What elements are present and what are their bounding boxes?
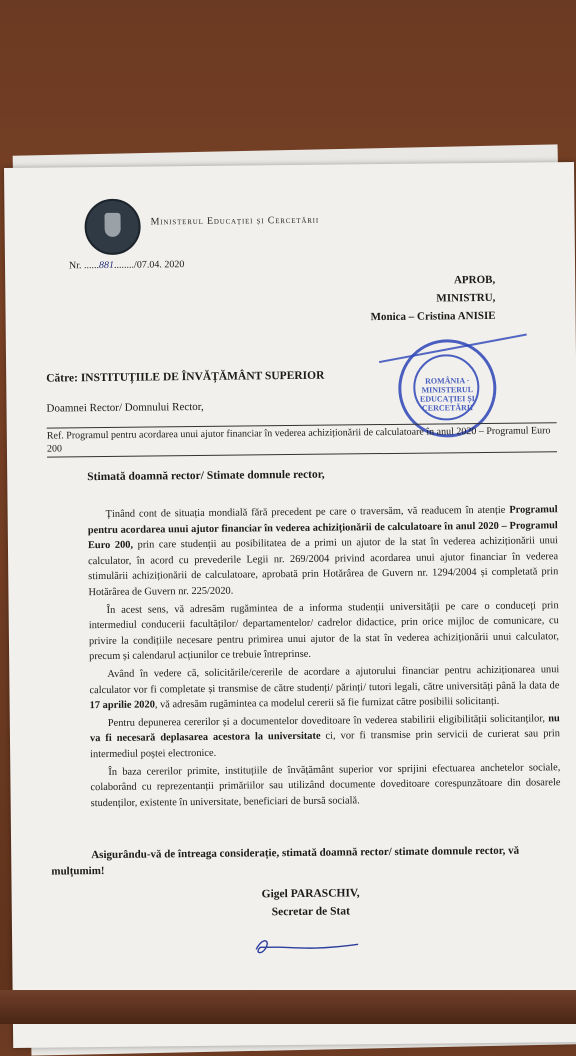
aprob-label: APROB, <box>453 273 496 287</box>
desk-surface <box>0 990 576 1024</box>
p1-text-cont: prin care studenții au posibilitatea de a primi un ajutor de la stat în vederea achiziționării unui calculator, în acord cu prevederile Legii nr. 269/2004 privind acordarea unui ajutor financiar în vederea stimulării achiziționării de calculatoare, aprobată prin Hotărârea de Guvern nr. 1294/2004 și completată prin Hotărârea de Guvern nr. 225/2020. <box>88 535 559 599</box>
nr-date: /07.04. 2020 <box>133 259 185 271</box>
recipient-line: Către: INSTITUȚIILE DE ÎNVĂȚĂMÂNT SUPERIOR <box>46 369 325 385</box>
p4-text: Pentru depunerea cererilor și a documentelor doveditoare în vederea stabilirii eligibilității solicitanților, <box>107 713 549 729</box>
recipient-address: Doamnei Rector/ Domnului Rector, <box>46 400 204 415</box>
p4-text-cont: ci, vor fi transmise prin servicii de curierat sau prin intermediul poștei electronice. <box>90 728 560 761</box>
signer-name: Gigel PARASCHIV, <box>261 887 360 901</box>
p3-bold-date: 17 aprilie 2020 <box>89 699 155 712</box>
stamp-text: ROMÂNIA · MINISTERUL EDUCAȚIEI ȘI CERCETĂRII <box>419 376 475 413</box>
p3-text: Având în vedere că, solicitările/cererile de acordare a ajutorului financiar pentru achiziționarea unui calculator vor fi completate și transmise de către studenți/ părinți/ tutori legali, către universități până la data de <box>89 664 560 696</box>
closing-line: Asigurându-vă de întreaga considerație, stimată doamnă rector/ stimate domnule rector, vă mulțumim! <box>51 844 520 878</box>
nr-label: Nr. <box>68 260 82 272</box>
ministry-header: Ministerul Educației și Cercetării <box>150 214 319 228</box>
signer-block <box>262 884 360 921</box>
p4-bold: nu va fi necesară deplasarea acestora la universitate <box>89 712 560 745</box>
paragraph-5: În baza cererilor primite, instituțiile de învățământ superior vor sprijini efectuarea anchetelor sociale, colaborând cu reprezentanții primăriilor sau utilizând documente doveditoare corespunzătoare din dosarele studenților, existente în universitate, beneficiari de bursă socială. <box>90 761 561 809</box>
letter-document <box>4 162 576 1048</box>
salutation: Stimată doamnă rector/ Stimate domnule rector, <box>87 468 325 484</box>
nr-number: 881 <box>98 259 115 272</box>
p3-text-cont: , vă adresăm rugămintea ca modelul cererii să fie furnizat către posibilii solicitanți. <box>154 695 500 711</box>
paragraph-4 <box>90 711 560 763</box>
paragraph-1 <box>88 502 559 600</box>
p1-bold: Programul pentru acordarea unui ajutor financiar în vederea achiziționării de calculatoare în anul 2020 – Programul Euro 200, <box>87 504 558 552</box>
p1-text: Ținând cont de situația mondială fără precedent pe care o traversăm, vă readucem în atenție <box>105 504 510 520</box>
paragraph-3 <box>89 662 559 714</box>
reference-line: Ref. Programul pentru acordarea unui ajutor financiar în vederea achiziționării de calculatoare în anul 2020 – Programul Euro 200 <box>47 422 557 457</box>
letter-body <box>88 502 561 813</box>
ministru-label: MINISTRU, <box>436 291 496 305</box>
handwritten-signature <box>252 934 362 959</box>
approval-block <box>370 271 496 326</box>
government-seal-icon <box>84 199 141 256</box>
paragraph-2: În acest sens, vă adresăm rugămintea de a informa studenții universității pe care o conduceți prin intermediul conducerii facultăților/ departamentelor/ cadrelor didactice, prin orice mijloc de comunicare, cu privire la condițiile necesare pentru primirea unui ajutor de la stat în vederea achiziționării unui calculator, precum și calendarul acțiunilor ce trebuie întreprinse. <box>88 599 559 663</box>
registration-number: Nr. ......881......../07.04. 2020 <box>68 259 185 272</box>
signer-title: Secretar de Stat <box>271 905 350 919</box>
minister-name: Monica – Cristina ANISIE <box>370 309 496 324</box>
